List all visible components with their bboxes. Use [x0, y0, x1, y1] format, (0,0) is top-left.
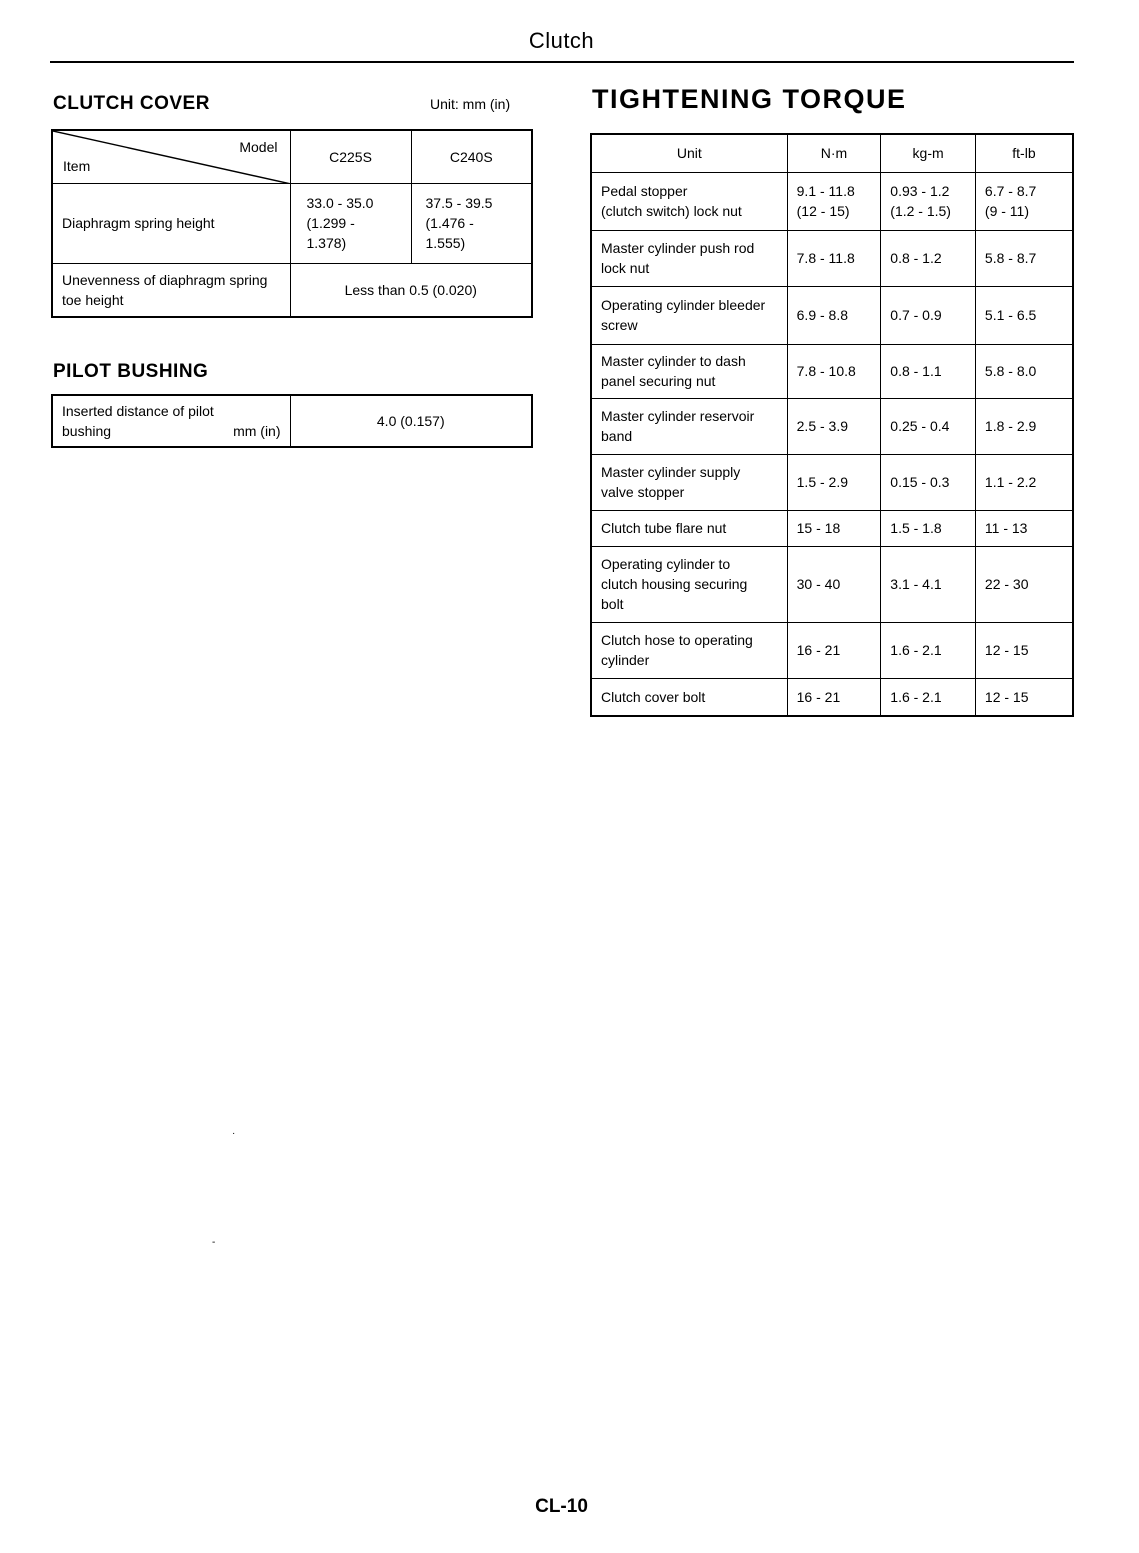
torque-nm-cell: 7.8 - 11.8	[787, 230, 881, 286]
pilot-bushing-title: PILOT BUSHING	[53, 361, 209, 382]
torque-kgm-cell: 1.6 - 2.1	[881, 622, 976, 678]
torque-ftlb-cell: 6.7 - 8.7 (9 - 11)	[975, 172, 1073, 230]
torque-nm-cell: 2.5 - 3.9	[787, 398, 881, 454]
torque-nm-cell: 1.5 - 2.9	[787, 454, 881, 510]
torque-unit-cell: Clutch cover bolt	[591, 678, 787, 716]
torque-ftlb-cell: 5.1 - 6.5	[975, 286, 1073, 344]
torque-kgm-cell: 0.25 - 0.4	[881, 398, 976, 454]
clutch-cover-table	[51, 129, 533, 318]
torque-kgm-cell: 0.8 - 1.1	[881, 344, 976, 398]
unevenness-label: Unevenness of diaphragm spring toe height	[52, 263, 290, 317]
torque-row	[591, 622, 1073, 678]
torque-row	[591, 678, 1073, 716]
clutch-cover-unit-note: Unit: mm (in)	[430, 96, 511, 112]
clutch-cover-header-row	[52, 130, 532, 183]
diaphragm-height-c240s: 37.5 - 39.5 (1.476 - 1.555)	[411, 183, 532, 263]
unevenness-value: Less than 0.5 (0.020)	[290, 263, 532, 317]
model-c225s-header: C225S	[290, 130, 411, 183]
torque-kgm-cell: 0.8 - 1.2	[881, 230, 976, 286]
torque-row	[591, 230, 1073, 286]
model-c240s-header: C240S	[411, 130, 532, 183]
torque-row	[591, 172, 1073, 230]
torque-nm-cell: 16 - 21	[787, 678, 881, 716]
pilot-bushing-label: Inserted distance of pilot bushing mm (in)	[52, 395, 290, 447]
torque-ftlb-cell: 5.8 - 8.7	[975, 230, 1073, 286]
torque-kgm-cell: 1.5 - 1.8	[881, 510, 976, 546]
torque-nm-cell: 16 - 21	[787, 622, 881, 678]
header-rule	[50, 61, 1074, 63]
torque-row	[591, 398, 1073, 454]
header-ftlb: ft-lb	[975, 134, 1073, 172]
header-nm: N·m	[787, 134, 881, 172]
diaphragm-height-label: Diaphragm spring height	[52, 183, 290, 263]
scan-speck: -	[212, 1237, 216, 1248]
torque-ftlb-cell: 22 - 30	[975, 546, 1073, 622]
torque-nm-cell: 15 - 18	[787, 510, 881, 546]
header-kgm: kg-m	[881, 134, 976, 172]
pilot-bushing-row	[52, 395, 532, 447]
torque-unit-cell: Clutch tube flare nut	[591, 510, 787, 546]
torque-ftlb-cell: 5.8 - 8.0	[975, 344, 1073, 398]
torque-kgm-cell: 0.15 - 0.3	[881, 454, 976, 510]
torque-row	[591, 286, 1073, 344]
torque-ftlb-cell: 1.1 - 2.2	[975, 454, 1073, 510]
page-header-title: Clutch	[528, 28, 595, 53]
torque-ftlb-cell: 12 - 15	[975, 622, 1073, 678]
torque-row	[591, 454, 1073, 510]
header-model-label: Model	[239, 139, 278, 155]
header-item-label: Item	[63, 158, 91, 174]
torque-header-row	[591, 134, 1073, 172]
clutch-cover-title: CLUTCH COVER	[53, 93, 210, 114]
page-number: CL-10	[535, 1496, 588, 1517]
tightening-torque-table	[590, 133, 1074, 717]
unevenness-row	[52, 263, 532, 317]
scan-speck: ·	[232, 1128, 236, 1139]
torque-nm-cell: 6.9 - 8.8	[787, 286, 881, 344]
torque-nm-cell: 30 - 40	[787, 546, 881, 622]
torque-kgm-cell: 0.93 - 1.2 (1.2 - 1.5)	[881, 172, 976, 230]
torque-unit-cell: Master cylinder push rod lock nut	[591, 230, 787, 286]
torque-row	[591, 546, 1073, 622]
pilot-bushing-table	[51, 394, 533, 448]
diaphragm-height-c225s: 33.0 - 35.0 (1.299 - 1.378)	[290, 183, 411, 263]
tightening-torque-title: TIGHTENING TORQUE	[592, 84, 907, 114]
torque-unit-cell: Master cylinder to dash panel securing nut	[591, 344, 787, 398]
pilot-bushing-value: 4.0 (0.157)	[290, 395, 532, 447]
diaphragm-height-row	[52, 183, 532, 263]
model-item-header-cell	[52, 130, 290, 183]
header-unit: Unit	[591, 134, 787, 172]
torque-ftlb-cell: 12 - 15	[975, 678, 1073, 716]
torque-unit-cell: Pedal stopper (clutch switch) lock nut	[591, 172, 787, 230]
torque-unit-cell: Operating cylinder to clutch housing securing bolt	[591, 546, 787, 622]
torque-unit-cell: Master cylinder supply valve stopper	[591, 454, 787, 510]
torque-kgm-cell: 3.1 - 4.1	[881, 546, 976, 622]
torque-unit-cell: Clutch hose to operating cylinder	[591, 622, 787, 678]
torque-row	[591, 510, 1073, 546]
torque-kgm-cell: 0.7 - 0.9	[881, 286, 976, 344]
torque-nm-cell: 7.8 - 10.8	[787, 344, 881, 398]
torque-unit-cell: Operating cylinder bleeder screw	[591, 286, 787, 344]
torque-unit-cell: Master cylinder reservoir band	[591, 398, 787, 454]
torque-ftlb-cell: 1.8 - 2.9	[975, 398, 1073, 454]
torque-row	[591, 344, 1073, 398]
torque-kgm-cell: 1.6 - 2.1	[881, 678, 976, 716]
torque-nm-cell: 9.1 - 11.8 (12 - 15)	[787, 172, 881, 230]
torque-ftlb-cell: 11 - 13	[975, 510, 1073, 546]
